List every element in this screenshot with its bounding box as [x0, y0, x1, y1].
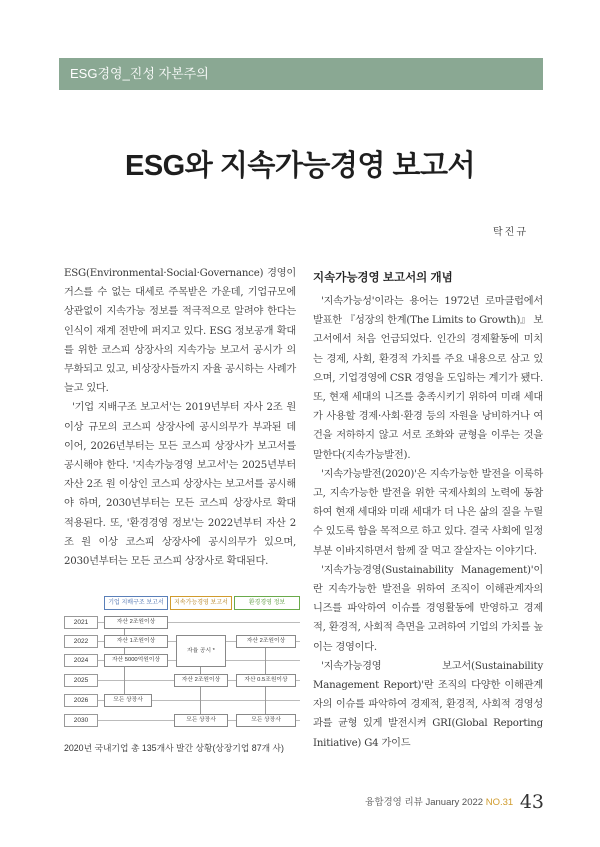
magazine-name: 융합경영 리뷰: [365, 797, 423, 808]
issue-date: January 2022: [425, 797, 484, 808]
left-column: [64, 264, 296, 571]
page-footer: [365, 791, 544, 813]
environment-2025-box: 자산 0.5조원이상: [236, 674, 296, 687]
section-banner: ESG경영_진성 자본주의: [59, 58, 543, 90]
body-paragraph: '지속가능경영 보고서(Sustainability Management Report)'란 조직의 다양한 이해관계자의 이슈를 파악하여 경제적, 환경적, 사회적 경영성과를 균형 있게 발전시켜 GRI(Global Reporting Initiative) G4 가이드: [313, 660, 543, 749]
diagram-header-sustainability: 지속가능경영 보고서: [170, 596, 232, 610]
governance-2024-box: 자산 5000억원이상: [104, 654, 168, 667]
year-label: 2024: [64, 654, 98, 667]
diagram-header-environment: 환경경영 정보: [234, 596, 300, 610]
body-paragraph: '지속가능경영(Sustainability Management)'이란 지속가능한 발전을 위하여 조직이 이해관계자의 니즈를 파악하여 이슈를 경영활동에 반영하고 경제적, 환경적, 사회적 측면을 고려하여 기업의 가치를 높이는 경영이다.: [313, 564, 543, 653]
year-label: 2021: [64, 616, 98, 629]
page-number: 43: [519, 791, 544, 813]
sustainability-2030-box: 모든 상장사: [174, 714, 228, 727]
sustainability-2025-box: 자산 2조원이상: [174, 674, 228, 687]
year-label: 2030: [64, 714, 98, 727]
connector-line: [265, 648, 266, 674]
environment-2030-box: 모든 상장사: [236, 714, 296, 727]
author-name: 탁진규: [493, 227, 528, 238]
connector-line: [200, 667, 201, 674]
body-paragraph: ESG(Environmental·Social·Governance) 경영이 거스를 수 없는 대세로 주목받은 가운데, 기업규모에 상관없이 지속가능 정보를 적극적으로 알려야 한다는 인식이 재계 전반에 퍼지고 있다. ESG 정보공개 확대를 위한 코스피 상장사의 지속가능 보고서 공시가 의무화되고 있고, 비상장사들까지 자율 공시하는 사례가 늘고 있다.: [64, 268, 296, 395]
diagram-header-governance: 기업 지배구조 보고서: [104, 596, 168, 610]
diagram-caption: 2020년 국내기업 총 135개사 발간 상황(상장기업 87개 사): [64, 743, 284, 753]
governance-2026-box: 모든 상장사: [104, 694, 152, 707]
body-paragraph: '지속가능성'이라는 용어는 1972년 로마클럽에서 발표한 『성장의 한계(The Limits to Growth)』 보고서에서 처음 언급되었다. 인간의 경제활동에 미치는 경제, 사회, 환경적 가치를 주요 내용으로 삼고 있으며, 기업경영에 CSR 경영을 도입하는 계기가 됐다. 또, 현재 세대의 니즈를 충족시키기 위하여 미래 세대가 사용할 경제·사회·환경 등의 자원을 낭비하거나 여건을 저하하지 않고 서로 조화와 균형을 이루는 것을 말한다(지속가능발전).: [313, 296, 543, 461]
disclosure-timeline-diagram: [64, 596, 300, 730]
connector-line: [265, 687, 266, 714]
year-label: 2026: [64, 694, 98, 707]
right-column: [313, 292, 543, 753]
connector-line: [200, 687, 201, 714]
issue-number: NO.31: [485, 797, 514, 808]
year-label: 2022: [64, 635, 98, 648]
sustainability-voluntary-box: 자율 공시 *: [176, 635, 226, 667]
governance-2021-box: 자산 2조원이상: [104, 616, 168, 629]
year-label: 2025: [64, 674, 98, 687]
connector-line: [124, 667, 125, 694]
section-heading: 지속가능경영 보고서의 개념: [313, 272, 453, 284]
article-title: ESG와 지속가능경영 보고서: [125, 150, 475, 182]
governance-2022-box: 자산 1조원이상: [104, 635, 168, 648]
body-paragraph: '기업 지배구조 보고서'는 2019년부터 자사 2조 원 이상 규모의 코스피 상장사에 공시의무가 부과된 데 이어, 2026년부터는 모든 코스피 상장사가 보고서를 공시해야 한다. '지속가능경영 보고서'는 2025년부터 자산 2조 원 이상인 코스피 상장사는 보고서를 공시해야 하며, 2030년부터는 모든 코스피 상장사로 확대 적용된다. 또, '환경경영 정보'는 2022년부터 자산 2조 원 이상 코스피 상장사에 공시의무가 있으며, 2030년부터는 모든 코스피 상장사로 확대된다.: [64, 402, 296, 568]
environment-2022-box: 자산 2조원이상: [236, 635, 296, 648]
body-paragraph: '지속가능발전(2020)'은 지속가능한 발전을 이룩하고, 지속가능한 발전을 위한 국제사회의 노력에 동참하여 현재 세대와 미래 세대가 더 나은 삶의 질을 누릴 수 있도록 함을 목적으로 하고 있다. 결국 사회에 일정 부분 이바지하면서 함께 잘 먹고 잘살자는 이야기다.: [313, 468, 543, 557]
